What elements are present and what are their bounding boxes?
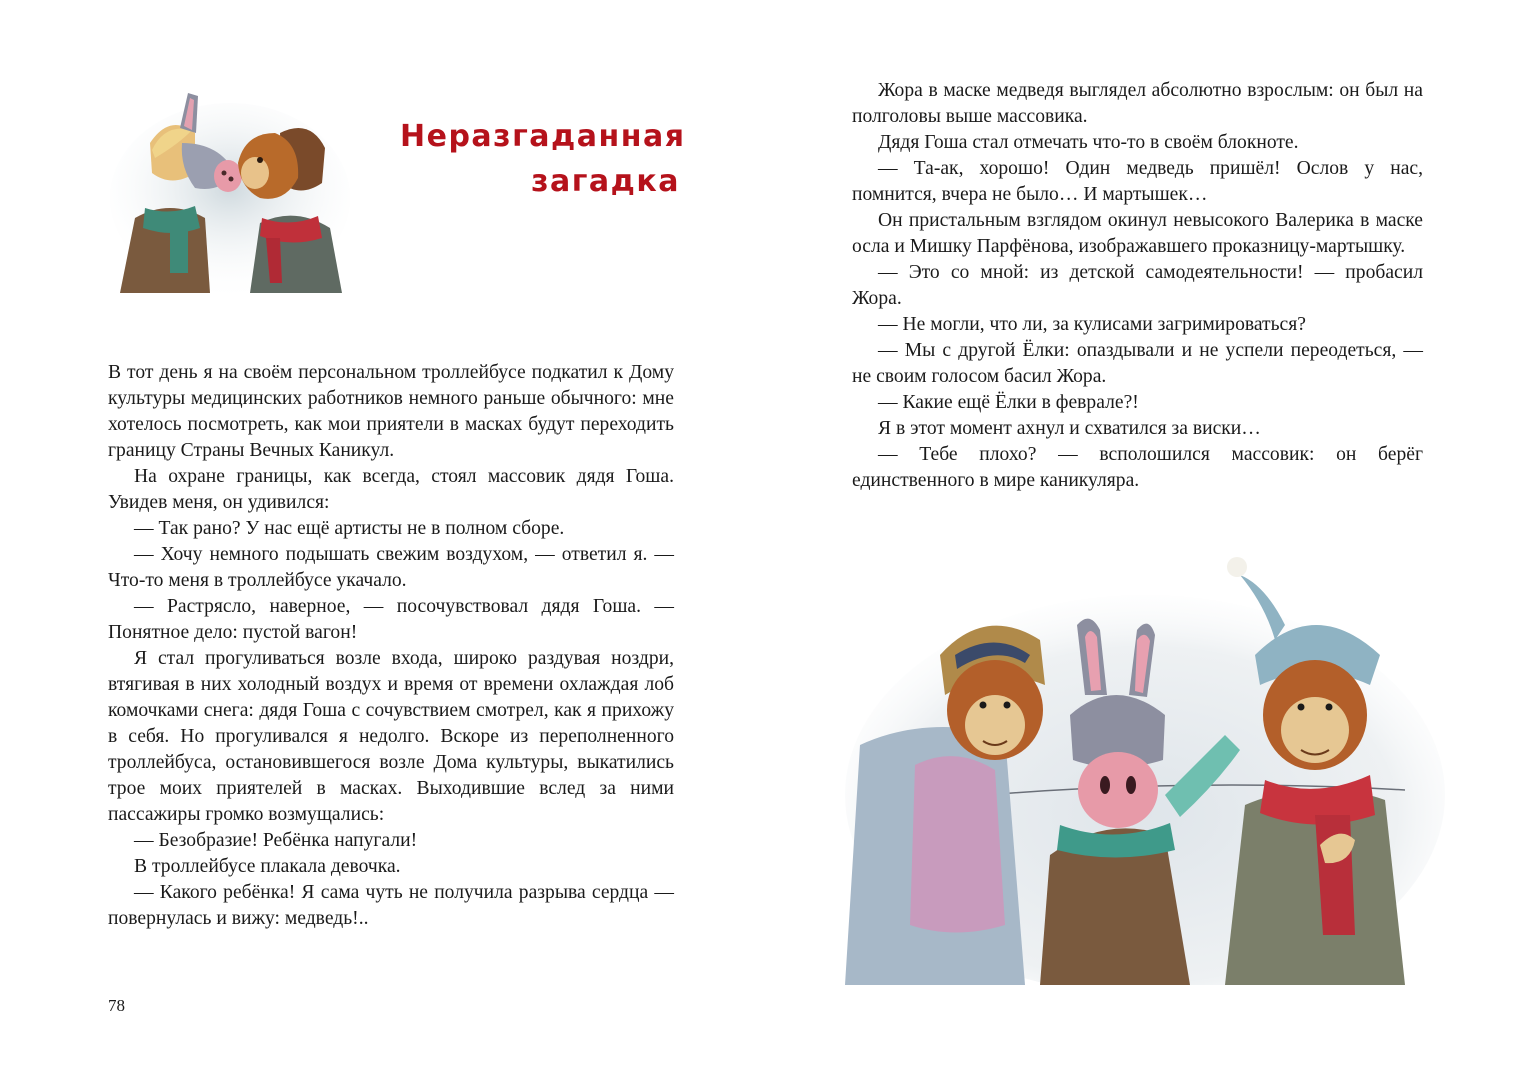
chapter-title [400,114,686,204]
paragraph: — Растрясло, наверное, — посочувствовал дядя Гоша. — Понятное дело: пустой вагон! [108,596,674,643]
right-body-text [852,78,1423,494]
paragraph: В тот день я на своём персональном троллейбусе подкатил к Дому культуры медицинских работников немного раньше обычного: мне хотелось посмотреть, как мои приятели в масках будут переходить границу Страны Вечных Каникул. [108,362,674,461]
three-masked-friends-illustration [845,545,1445,985]
paragraph: — Так рано? У нас ещё артисты не в полном сборе. [134,518,565,539]
right-page [765,0,1529,1080]
left-body-text [108,360,674,932]
paragraph: — Мы с другой Ёлки: опаздывали и не успели переодеться, — не своим голосом басил Жора. [852,340,1423,387]
paragraph: — Та-ак, хорошо! Один медведь пришёл! Ослов у нас, помнится, вчера не было… И мартышек… [852,158,1423,205]
paragraph: — Хочу немного подышать свежим воздухом, — ответил я. — Что-то меня в троллейбусе укачало. [108,544,674,591]
paragraph: — Тебе плохо? — всполошился массовик: он берёг единственного в мире каникуляра. [852,444,1423,491]
paragraph: Дядя Гоша стал отмечать что-то в своём блокноте. [878,132,1299,153]
paragraph: В троллейбусе плакала девочка. [134,856,401,877]
left-page [0,0,764,1080]
paragraph: — Какие ещё Ёлки в феврале?! [878,392,1139,413]
paragraph: — Это со мной: из детской самодеятельности! — пробасил Жора. [852,262,1423,309]
paragraph: — Какого ребёнка! Я сама чуть не получила разрыва сердца — повернулась и вижу: медведь!.. [108,882,674,929]
chapter-title-line-1: Неразгаданная [400,119,686,154]
chapter-title-line-2: загадка [531,164,680,199]
paragraph: Я стал прогуливаться возле входа, широко раздувая ноздри, втягивая в них холодный воздух и время от времени охлаждая лоб комочками снега: дядя Гоша с сочувствием смотрел, как я прихожу в себя. Но прогуливался я недолго. Вскоре из переполненного троллейбуса, остановившегося возле Дома культуры, выкатились трое моих приятелей в масках. Выходившие вслед за ними пассажиры громко возмущались: [108,648,674,825]
paragraph: Он пристальным взглядом окинул невысокого Валерика в маске осла и Мишку Парфёнова, изображавшего проказницу-мартышку. [852,210,1423,257]
paragraph: — Безобразие! Ребёнка напугали! [134,830,418,851]
donkey-monkey-kids-illustration [110,88,350,293]
paragraph: Я в этот момент ахнул и схватился за виски… [878,418,1261,439]
paragraph: — Не могли, что ли, за кулисами загримироваться? [878,314,1306,335]
paragraph: Жора в маске медведя выглядел абсолютно взрослым: он был на полголовы выше массовика. [852,80,1423,127]
paragraph: На охране границы, как всегда, стоял массовик дядя Гоша. Увидев меня, он удивился: [108,466,674,513]
page-number: 78 [108,996,125,1015]
